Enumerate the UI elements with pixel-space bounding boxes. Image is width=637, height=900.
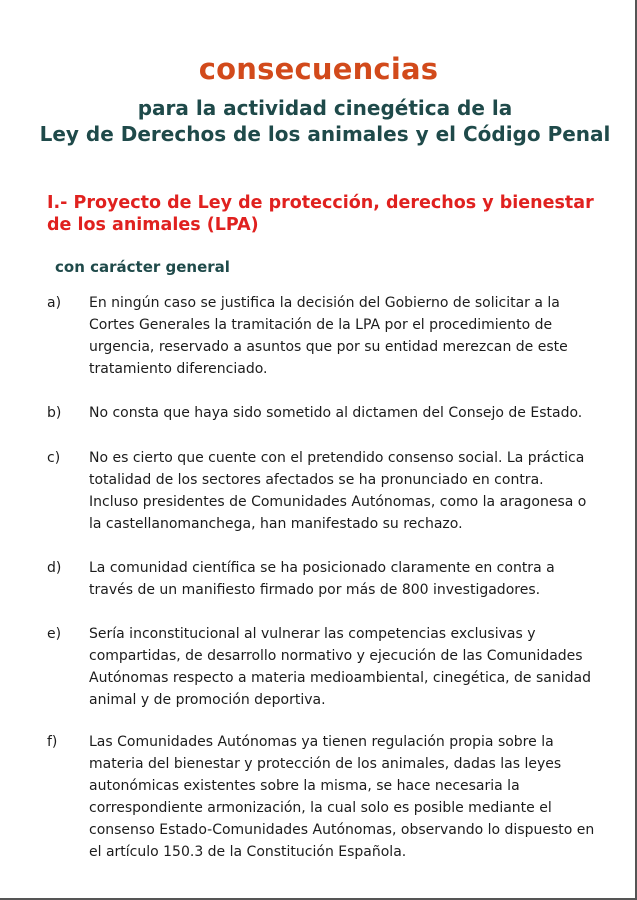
list-item [47, 557, 595, 601]
list-marker: a) [47, 295, 62, 311]
list-marker: c) [47, 450, 61, 466]
list-item-text: Sería inconstitucional al vulnerar las competencias exclusivas y compartidas, de desarrollo normativo y ejecución de las Comunidades Autónomas respecto a materia medioambiental, cinegética, de sanidad animal y de promoción deportiva. [89, 626, 591, 708]
list-item-text: No consta que haya sido sometido al dictamen del Consejo de Estado. [89, 405, 583, 421]
list-item [47, 623, 595, 711]
list-item [47, 292, 595, 380]
list-item-text: La comunidad científica se ha posicionado claramente en contra a través de un manifiesto firmado por más de 800 investigadores. [89, 560, 555, 598]
list-marker: f) [47, 734, 58, 750]
list-item-text: En ningún caso se justifica la decisión del Gobierno de solicitar a la Cortes Generales la tramitación de la LPA por el procedimiento de urgencia, reservado a asuntos que por su entidad merezcan de este tratamiento diferenciado. [89, 295, 568, 377]
document-title: consecuencias [198, 52, 439, 86]
subtitle-line-1: para la actividad cinegética de la [137, 96, 513, 120]
list-item-text: Las Comunidades Autónomas ya tienen regulación propia sobre la materia del bienestar y protección de los animales, dadas las leyes autonómicas existentes sobre la misma, se hace necesaria la correspondiente armonización, la cual solo es posible mediante el consenso Estado-Comunidades Autónomas, observando lo dispuesto en el artículo 150.3 de la Constitución Española. [89, 734, 595, 860]
list-item-text: No es cierto que cuente con el pretendido consenso social. La práctica totalidad de los sectores afectados se ha pronunciado en contra. Incluso presidentes de Comunidades Autónomas, como la aragonesa o la castellanomanchega, han manifestado su rechazo. [89, 450, 587, 532]
list-item [47, 402, 595, 424]
list-marker: b) [47, 405, 62, 421]
list-item [47, 447, 595, 535]
list-marker: d) [47, 560, 62, 576]
list-item [47, 731, 595, 863]
subtitle-line-2: Ley de Derechos de los animales y el Código Penal [39, 122, 611, 146]
document-subtitle [0, 95, 637, 147]
subsection-heading: con carácter general [55, 258, 230, 276]
list-marker: e) [47, 626, 62, 642]
section-title: I.- Proyecto de Ley de protección, derechos y bienestar de los animales (LPA) [47, 193, 594, 235]
